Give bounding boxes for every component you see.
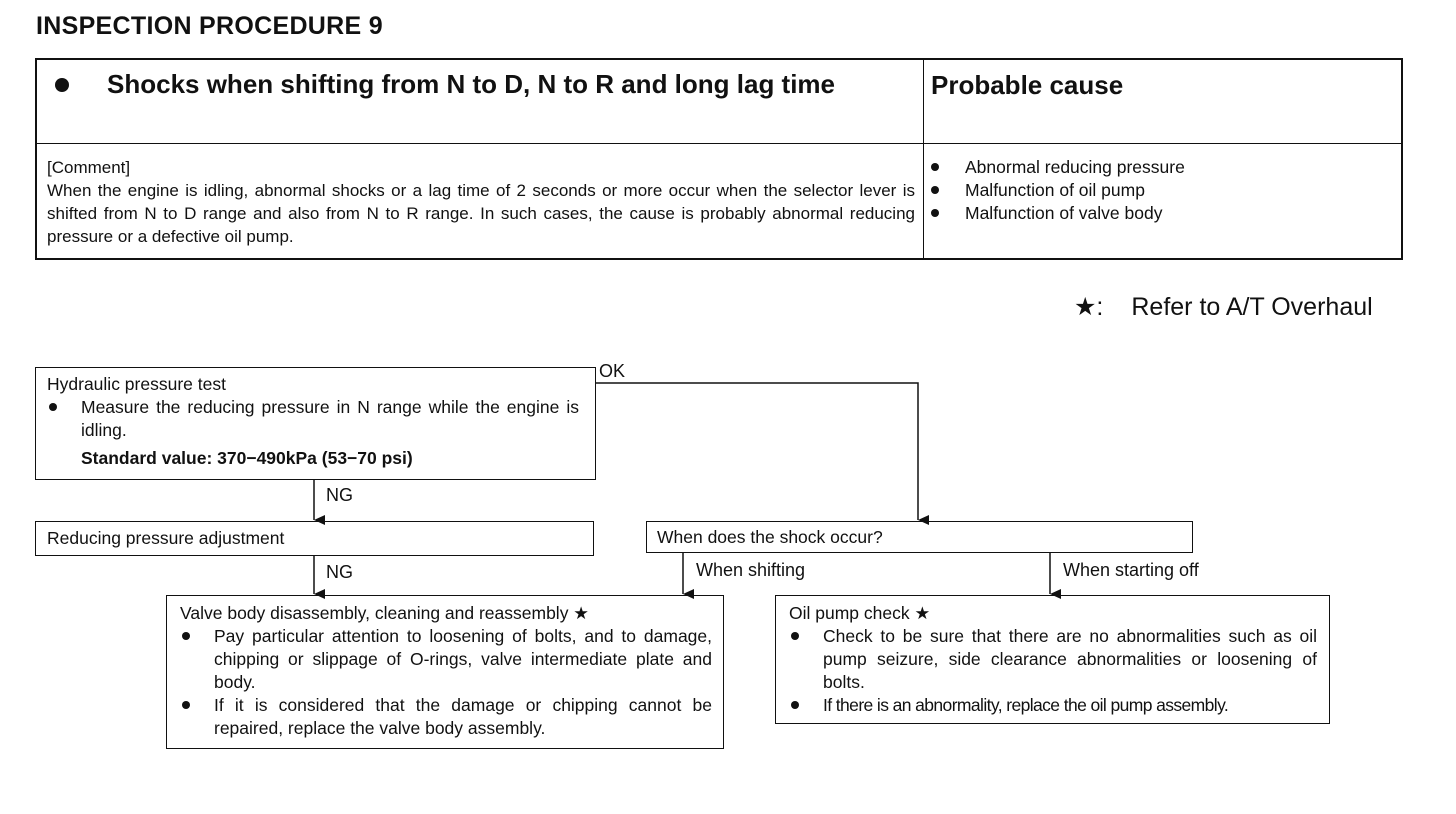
legend-text: Refer to A/T Overhaul <box>1131 293 1373 321</box>
page-title: INSPECTION PROCEDURE 9 <box>36 12 383 40</box>
bullet-item: If there is an abnormality, replace the oil pump assembly. <box>789 694 1319 717</box>
ng-label: NG <box>326 485 353 505</box>
ok-label: OK <box>599 361 626 381</box>
bullet-icon <box>182 701 190 709</box>
box-title: Reducing pressure adjustment <box>47 528 285 548</box>
box-title: When does the shock occur? <box>657 527 883 547</box>
cause-item: Malfunction of valve body <box>931 202 1185 225</box>
comment-text: When the engine is idling, abnormal shocks or a lag time of 2 seconds or more occur when the selector lever is shifted from N to D range and also from N to R range. In such cases, the cause is probably abnormal reducing pressure or a defective oil pump. <box>47 181 915 246</box>
bullet-icon <box>49 403 57 411</box>
bullet-item: If it is considered that the damage or chipping cannot be repaired, replace the valve body assembly. <box>180 694 713 740</box>
box-title: Valve body disassembly, cleaning and reassembly ★ <box>180 603 589 623</box>
valve-body-box <box>166 595 724 749</box>
bullet-item: Check to be sure that there are no abnormalities such as oil pump seizure, side clearance abnormalities or loosening of bolts. <box>789 625 1319 694</box>
oil-pump-check-box <box>775 595 1330 724</box>
shock-question-box <box>646 521 1193 553</box>
probable-cause-heading: Probable cause <box>931 70 1124 100</box>
box-title: Hydraulic pressure test <box>47 374 226 394</box>
bullet-icon <box>791 632 799 640</box>
when-shifting-label: When shifting <box>696 560 806 580</box>
bullet-icon <box>182 632 190 640</box>
comment-label: [Comment] <box>47 158 131 177</box>
cause-item: Malfunction of oil pump <box>931 179 1185 202</box>
bullet-item: Measure the reducing pressure in N range while the engine is idling. <box>47 396 585 442</box>
hydraulic-pressure-test-box <box>35 367 596 480</box>
ok-connector <box>595 383 918 520</box>
cause-item: Abnormal reducing pressure <box>931 156 1185 179</box>
bullet-item: Pay particular attention to loosening of bolts, and to damage, chipping or slippage of O-rings, valve intermediate plate and body. <box>180 625 713 694</box>
star-icon: ★: <box>1074 293 1104 321</box>
ng-label: NG <box>326 562 353 582</box>
bullet-icon <box>791 701 799 709</box>
symptom-heading: Shocks when shifting from N to D, N to R and long lag time <box>107 69 836 99</box>
standard-value: Standard value: 370−490kPa (53−70 psi) <box>81 448 413 468</box>
box-title: Oil pump check ★ <box>789 603 931 623</box>
reducing-pressure-adjustment-box <box>35 521 594 556</box>
when-starting-off-label: When starting off <box>1063 560 1199 580</box>
